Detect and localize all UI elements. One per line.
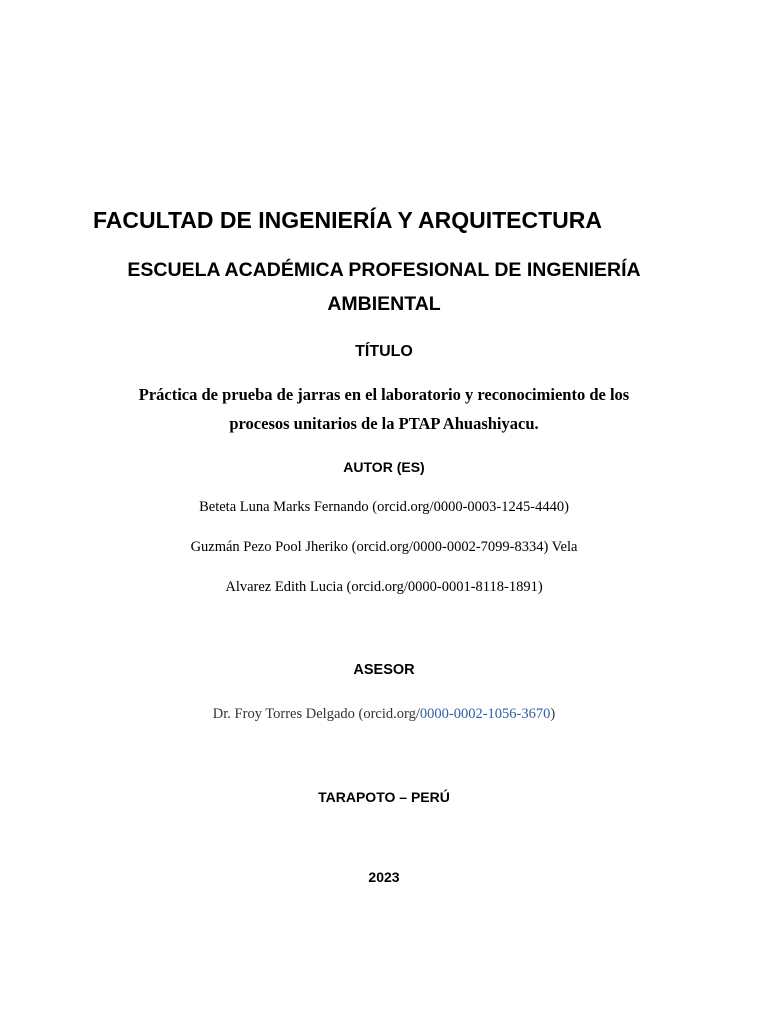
title-label: TÍTULO — [355, 343, 413, 360]
school-heading-line-2: AMBIENTAL — [327, 293, 441, 315]
faculty-heading: FACULTAD DE INGENIERÍA Y ARQUITECTURA — [93, 207, 602, 233]
advisor-label: ASESOR — [353, 662, 415, 678]
author-line-3: Alvarez Edith Lucia (orcid.org/0000-0001-8118-1891) — [225, 579, 543, 595]
advisor-closing-paren: ) — [550, 706, 556, 722]
author-line-1: Beteta Luna Marks Fernando (orcid.org/0000-0003-1245-4440) — [199, 499, 569, 515]
year: 2023 — [368, 869, 400, 885]
advisor-name: Dr. Froy Torres Delgado (orcid.org/ — [212, 706, 420, 722]
authors-label: AUTOR (ES) — [343, 459, 425, 475]
school-heading-line-1: ESCUELA ACADÉMICA PROFESIONAL DE INGENIERÍA — [127, 259, 641, 281]
advisor-orcid-link[interactable]: 0000-0002-1056-3670 — [419, 706, 551, 722]
advisor-line — [0, 703, 768, 725]
place: TARAPOTO – PERÚ — [318, 789, 450, 805]
document-title-line-2: procesos unitarios de la PTAP Ahuashiyacu. — [229, 414, 539, 433]
author-line-2: Guzmán Pezo Pool Jheriko (orcid.org/0000-0002-7099-8334) Vela — [190, 539, 578, 555]
document-title-line-1: Práctica de prueba de jarras en el laboratorio y reconocimiento de los — [138, 385, 630, 404]
